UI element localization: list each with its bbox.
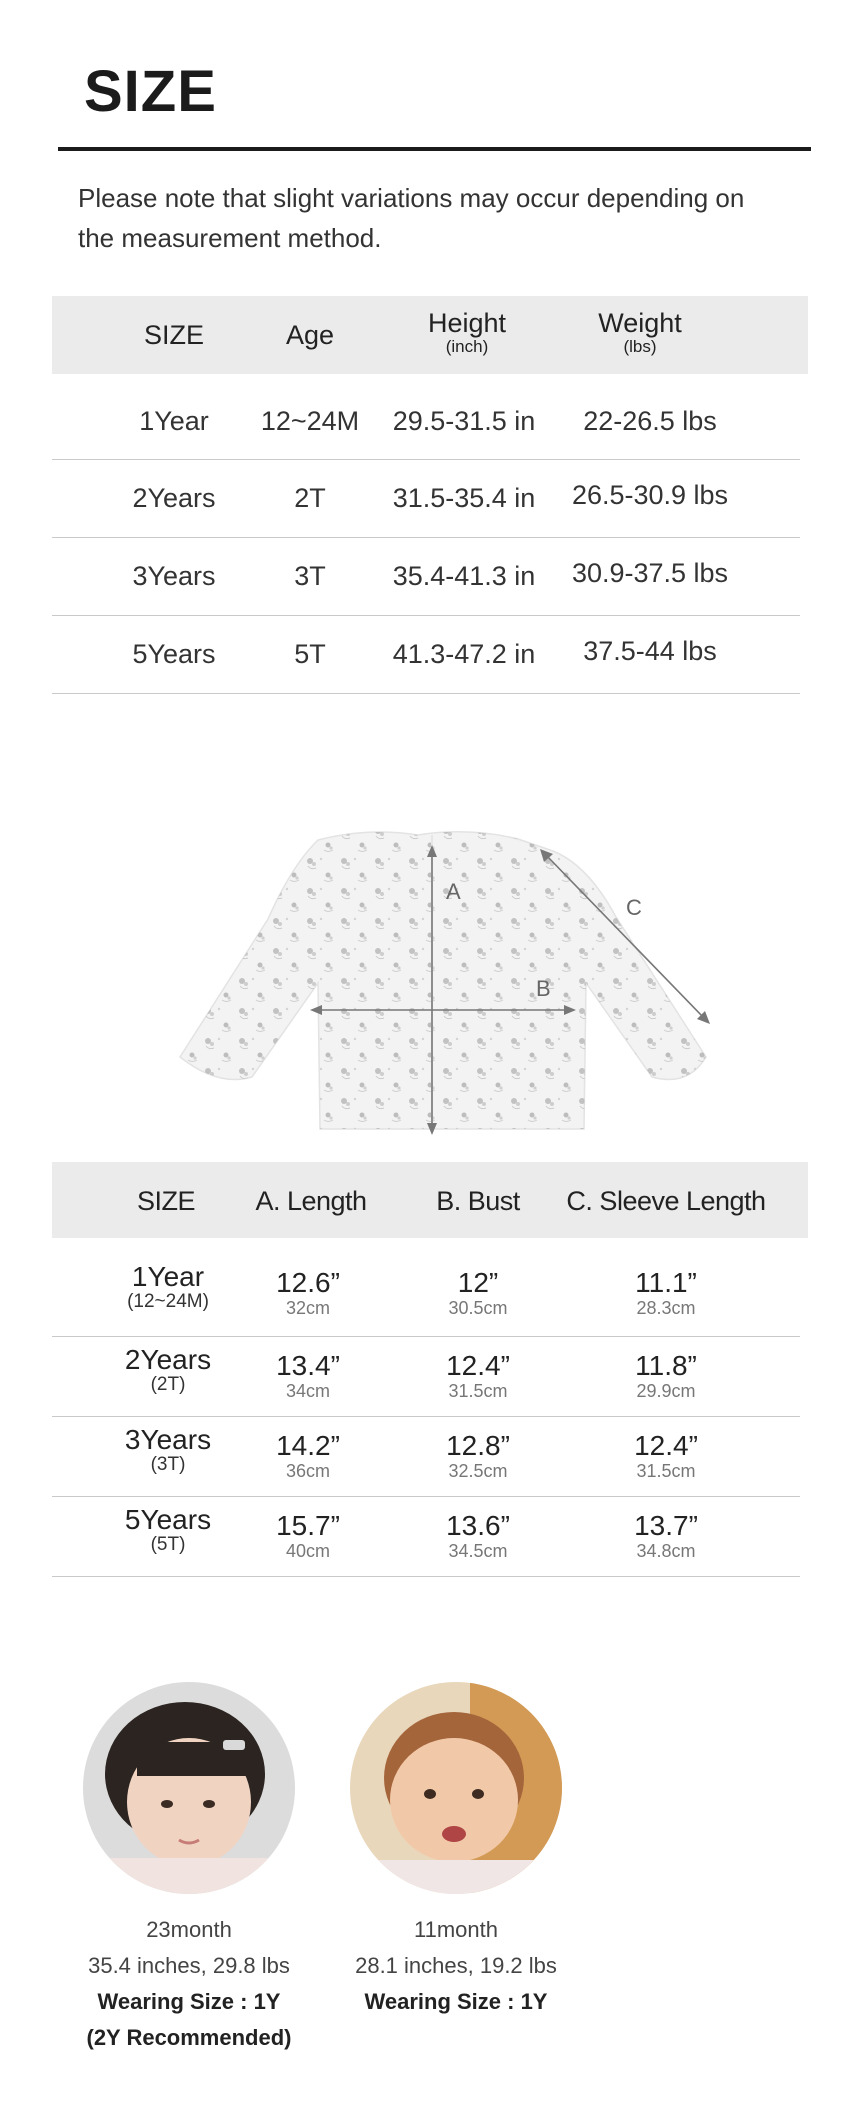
header-sleeve-length: C. Sleeve Length	[566, 1186, 766, 1216]
row-divider	[52, 1576, 800, 1577]
model-recommended-size: (2Y Recommended)	[86, 2025, 292, 2050]
cardigan-illustration	[180, 832, 706, 1129]
header-height-label: Height	[427, 308, 507, 338]
length-inch: 15.7”	[276, 1510, 340, 1541]
row-divider	[52, 693, 800, 694]
table-row-size: 5Years	[132, 639, 216, 669]
table-row-length	[276, 1268, 340, 1318]
length-cm: 36cm	[285, 1461, 331, 1481]
length-cm: 34cm	[285, 1381, 331, 1401]
model-info-11month	[306, 1912, 606, 2020]
table-row-bust	[446, 1351, 510, 1401]
header-weight-unit: (lbs)	[623, 337, 657, 356]
table-row-height: 29.5-31.5 in	[392, 406, 536, 436]
table-row-length	[276, 1351, 340, 1401]
sleeve-inch: 12.4”	[634, 1430, 698, 1461]
row-divider	[52, 615, 800, 616]
header-weight-label: Weight	[598, 308, 682, 338]
bust-inch: 13.6”	[446, 1510, 510, 1541]
table-row-length	[276, 1431, 340, 1481]
table-row-size	[125, 1505, 211, 1555]
length-inch: 14.2”	[276, 1430, 340, 1461]
bust-inch: 12”	[457, 1267, 499, 1298]
label-b: B	[536, 976, 551, 1001]
sleeve-cm: 34.8cm	[636, 1541, 696, 1561]
size-label: 1Year	[131, 1261, 205, 1292]
table-row-weight: 30.9-37.5 lbs	[571, 558, 729, 588]
measurement-note: Please note that slight variations may occur depending on the measurement method.	[78, 183, 745, 253]
row-divider	[52, 459, 800, 460]
header-size: SIZE	[143, 320, 205, 350]
length-inch: 12.6”	[276, 1267, 340, 1298]
row-divider	[52, 1496, 800, 1497]
row-divider	[52, 537, 800, 538]
sleeve-inch: 11.1”	[635, 1267, 697, 1298]
table-row-age: 3T	[294, 561, 326, 591]
sleeve-cm: 31.5cm	[636, 1461, 696, 1481]
size-table	[52, 296, 808, 696]
bust-cm: 34.5cm	[448, 1541, 508, 1561]
row-divider	[52, 1416, 800, 1417]
table-row-size	[125, 1425, 211, 1475]
bust-cm: 30.5cm	[448, 1298, 508, 1318]
table-row-weight: 26.5-30.9 lbs	[571, 480, 729, 510]
age-label: (3T)	[150, 1454, 186, 1475]
table-row-height: 31.5-35.4 in	[392, 483, 536, 513]
model-age: 23month	[146, 1917, 232, 1942]
model-stats: 28.1 inches, 19.2 lbs	[355, 1953, 557, 1978]
table-row-bust	[446, 1511, 510, 1561]
model-info-23month	[39, 1912, 339, 2056]
table-row-bust	[446, 1431, 510, 1481]
row-divider	[52, 1336, 800, 1337]
model-age: 11month	[414, 1917, 498, 1942]
table-row-height: 41.3-47.2 in	[392, 639, 536, 669]
table-row-size: 2Years	[132, 483, 216, 513]
header-age: Age	[285, 320, 335, 350]
child-portrait-icon	[83, 1682, 295, 1894]
model-stats: 35.4 inches, 29.8 lbs	[88, 1953, 290, 1978]
table-row-age: 2T	[294, 483, 326, 513]
title-divider	[58, 147, 811, 151]
size-label: 3Years	[124, 1424, 212, 1455]
model-wearing-size: Wearing Size : 1Y	[97, 1989, 281, 2014]
baby-portrait-icon	[350, 1682, 562, 1894]
table-row-size: 1Year	[139, 406, 209, 436]
table-row-size: 3Years	[132, 561, 216, 591]
table-row-weight: 22-26.5 lbs	[583, 406, 717, 436]
header-bust: B. Bust	[436, 1186, 520, 1216]
size-label: 2Years	[124, 1344, 212, 1375]
table-row-sleeve	[635, 1351, 697, 1401]
table-row-bust	[448, 1268, 507, 1318]
label-c: C	[626, 895, 642, 920]
measurement-table	[52, 1162, 808, 1582]
table-row-size	[125, 1345, 211, 1395]
sleeve-cm: 28.3cm	[636, 1298, 696, 1318]
header-height	[428, 308, 506, 356]
age-label: (5T)	[150, 1534, 186, 1555]
length-cm: 40cm	[285, 1541, 331, 1561]
length-inch: 13.4”	[276, 1350, 340, 1381]
table-row-size	[127, 1262, 209, 1312]
table-row-weight: 37.5-44 lbs	[583, 636, 717, 666]
bust-inch: 12.8”	[446, 1430, 510, 1461]
sleeve-inch: 11.8”	[635, 1350, 697, 1381]
header-weight	[598, 308, 682, 356]
header-length: A. Length	[255, 1186, 367, 1216]
size-label: 5Years	[124, 1504, 212, 1535]
garment-measurement-diagram	[168, 825, 728, 1135]
sleeve-inch: 13.7”	[634, 1510, 698, 1541]
page-title: SIZE	[84, 59, 217, 124]
table-row-age: 5T	[294, 639, 326, 669]
age-label: (2T)	[150, 1374, 186, 1395]
header-height-unit: (inch)	[445, 337, 489, 356]
label-a: A	[446, 879, 461, 904]
table-row-length	[276, 1511, 340, 1561]
table-row-sleeve	[634, 1431, 698, 1481]
bust-cm: 31.5cm	[448, 1381, 508, 1401]
model-photo-11month	[350, 1682, 562, 1894]
sleeve-cm: 29.9cm	[636, 1381, 696, 1401]
table-row-age: 12~24M	[260, 406, 360, 436]
table-row-sleeve	[634, 1511, 698, 1561]
model-photo-23month	[83, 1682, 295, 1894]
model-wearing-size: Wearing Size : 1Y	[364, 1989, 548, 2014]
header-size: SIZE	[136, 1186, 196, 1216]
age-label: (12~24M)	[127, 1291, 209, 1312]
bust-cm: 32.5cm	[448, 1461, 508, 1481]
table-row-sleeve	[635, 1268, 697, 1318]
bust-inch: 12.4”	[446, 1350, 510, 1381]
table-row-height: 35.4-41.3 in	[392, 561, 536, 591]
length-cm: 32cm	[285, 1298, 331, 1318]
